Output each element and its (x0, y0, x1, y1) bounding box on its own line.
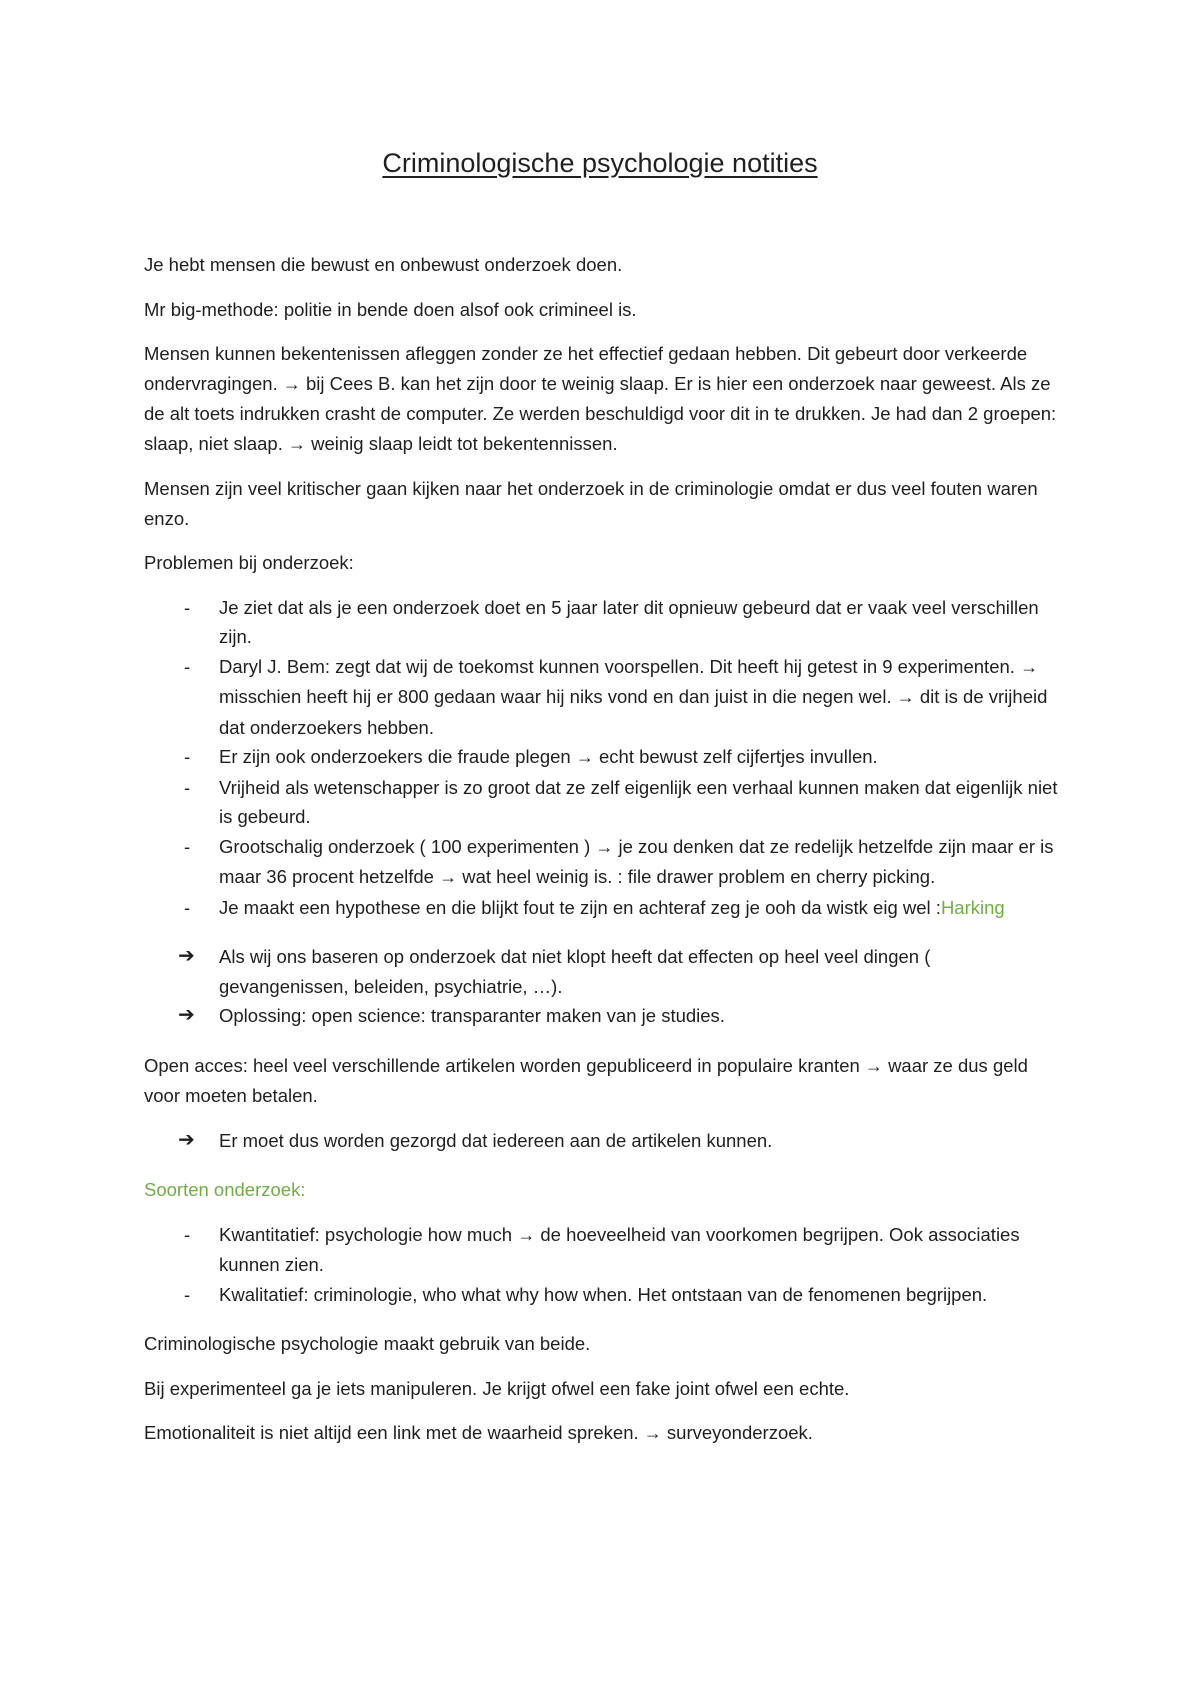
list-item: ➔ Er moet dus worden gezorgd dat iedereen aan de artikelen kunnen. (144, 1126, 1064, 1156)
paragraph-4: Mensen zijn veel kritischer gaan kijken naar het onderzoek in de criminologie omdat er dus veel fouten waren enzo. (144, 478, 1038, 529)
arrow-bullet-icon: ➔ (178, 945, 195, 967)
arrow-icon: → (439, 867, 458, 887)
list-item: ➔ Oplossing: open science: transparanter maken van je studies. (144, 1001, 1064, 1031)
paragraph-2: Mr big-methode: politie in bende doen alsof ook crimineel is. (144, 298, 637, 320)
arrow-icon: → (282, 373, 301, 394)
dash-bullet: - (184, 596, 191, 618)
section-heading: Soorten onderzoek: (144, 1179, 306, 1200)
dash-bullet: - (184, 1283, 191, 1305)
paragraph-5: Problemen bij onderzoek: (144, 552, 354, 573)
arrow-bullet-icon: ➔ (178, 1128, 195, 1151)
list-item: - Je ziet dat als je een onderzoek doet en 5 jaar later dit opnieuw gebeurd dat er vaak veel verschillen zijn. (144, 593, 1064, 652)
list-item: - Je maakt een hypothese en die blijkt fout te zijn en achteraf zeg je ooh da wistk eig wel :Harking (144, 893, 1064, 923)
dash-bullet: - (184, 835, 191, 857)
arrow-icon: → (517, 1224, 536, 1245)
paragraph-7: Criminologische psychologie maakt gebruik van beide. (144, 1333, 591, 1354)
dash-bullet: - (184, 1223, 191, 1245)
paragraph-6: Open acces: heel veel verschillende artikelen worden gepubliceerd in populaire kranten → waar ze dus geld voor moeten betalen. (144, 1054, 1028, 1106)
arrow-icon: → (864, 1055, 883, 1076)
research-types-list (144, 1220, 1064, 1310)
paragraph-3: Mensen kunnen bekentenissen afleggen zonder ze het effectief gedaan hebben. Dit gebeurt door verkeerde ondervragingen. → bij Cees B. kan het zijn door te weinig slaap. Er is hier een onderzoek naar geweest. Als ze de alt toets indrukken crasht de computer. Ze werden beschuldigd voor dit in te drukken. Je had dan 2 groepen: slaap, niet slaap. → weinig slaap leidt tot bekentennissen. (144, 343, 1057, 454)
paragraph-9: Emotionaliteit is niet altijd een link met de waarheid spreken. → surveyonderzoek. (144, 1422, 813, 1443)
paragraph-1: Je hebt mensen die bewust en onbewust onderzoek doen. (144, 254, 623, 275)
list-item: ➔ Als wij ons baseren op onderzoek dat niet klopt heeft dat effecten op heel veel dingen ( gevangenissen, beleiden, psychiatrie, …). (144, 942, 1064, 1001)
dash-bullet: - (184, 655, 191, 677)
list-item: - Daryl J. Bem: zegt dat wij de toekomst kunnen voorspellen. Dit heeft hij getest in 9 experimenten. → misschien heeft hij er 800 gedaan waar hij niks vond en dan juist in die negen wel. → dit is de vrijheid dat onderzoekers hebben. (144, 652, 1064, 743)
dash-bullet: - (184, 746, 191, 767)
arrow-icon: → (643, 1423, 662, 1443)
dash-bullet: - (184, 776, 191, 798)
arrow-icon: → (287, 433, 306, 454)
list-item: - Er zijn ook onderzoekers die fraude plegen → echt bewust zelf cijfertjes invullen. (144, 742, 1064, 773)
arrow-list-2 (144, 1126, 1064, 1156)
document-body (144, 250, 1064, 1464)
arrow-icon: → (896, 687, 915, 707)
problems-list (144, 593, 1064, 923)
arrow-icon: → (575, 747, 594, 767)
list-item: - Grootschalig onderzoek ( 100 experimenten ) → je zou denken dat ze redelijk hetzelfde zijn maar er is maar 36 procent hetzelfde → wat heel weinig is. : file drawer problem en cherry picking. (144, 832, 1064, 893)
page-title: Criminologische psychologie notities (382, 148, 818, 178)
list-item: - Vrijheid als wetenschapper is zo groot dat ze zelf eigenlijk een verhaal kunnen maken dat eigenlijk niet is gebeurd. (144, 773, 1064, 832)
list-item: - Kwantitatief: psychologie how much → de hoeveelheid van voorkomen begrijpen. Ook associaties kunnen zien. (144, 1220, 1064, 1280)
arrow-icon: → (595, 836, 614, 857)
arrow-bullet-icon: ➔ (178, 1004, 195, 1026)
list-item: - Kwalitatief: criminologie, who what why how when. Het ontstaan van de fenomenen begrijpen. (144, 1280, 1064, 1310)
arrow-icon: → (1020, 656, 1039, 677)
harking-term: Harking (940, 896, 1005, 918)
dash-bullet: - (184, 896, 191, 918)
paragraph-8: Bij experimenteel ga je iets manipuleren. Je krijgt ofwel een fake joint ofwel een echte. (144, 1377, 850, 1399)
arrow-list-1 (144, 942, 1064, 1031)
